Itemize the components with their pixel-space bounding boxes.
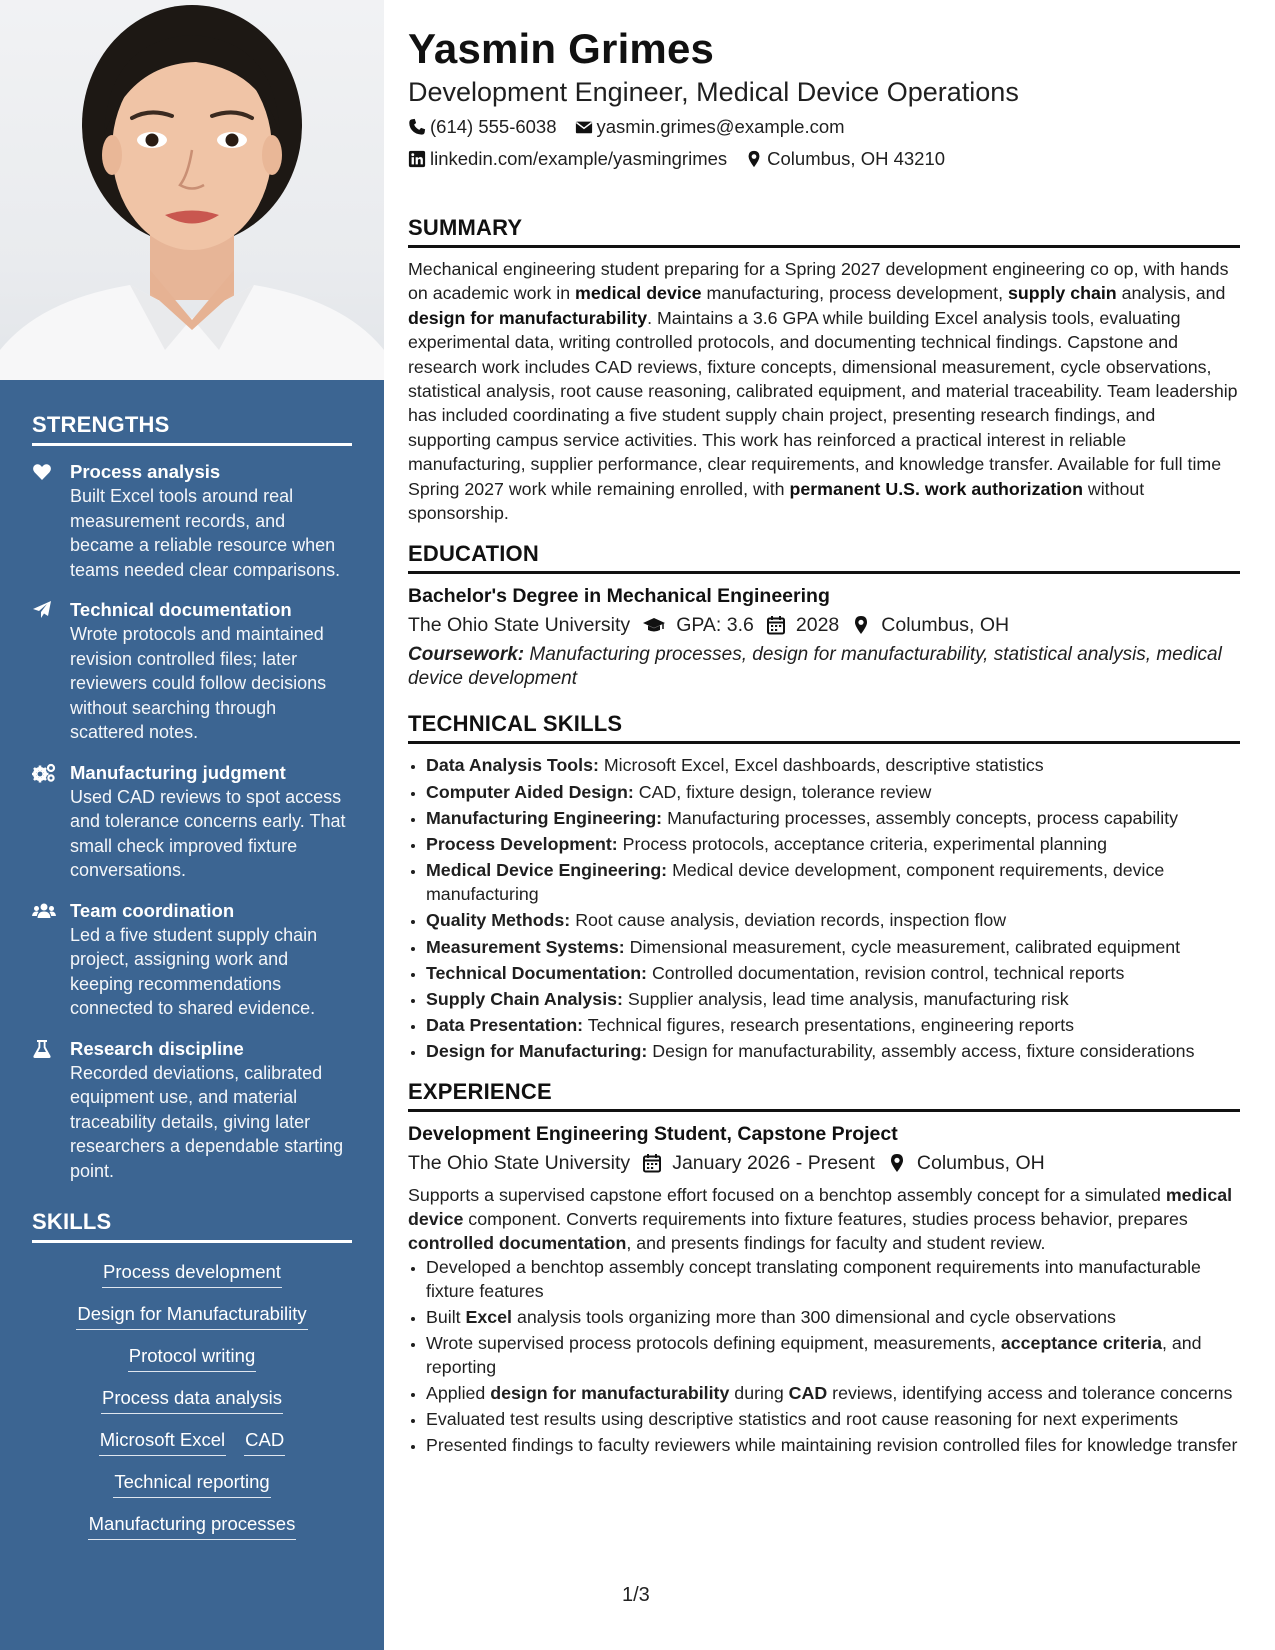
phone-number: (614) 555-6038 — [430, 116, 557, 137]
skill-tag: Technical reporting — [113, 1469, 270, 1498]
bullet-text: during — [729, 1383, 789, 1404]
summary-heading: SUMMARY — [408, 215, 1240, 248]
skills-heading: SKILLS — [32, 1209, 352, 1243]
gears-icon — [32, 761, 70, 883]
strength-title: Manufacturing judgment — [70, 761, 286, 783]
strength-desc: Recorded deviations, calibrated equipment use, and material traceability details, giving later researchers a dependable starting point. — [70, 1062, 344, 1181]
sidebar — [0, 0, 384, 1650]
strengths-heading: STRENGTHS — [32, 412, 352, 446]
strength-desc: Wrote protocols and maintained revision controlled files; later reviewers could follow decisions without searching through scattered notes. — [70, 624, 327, 742]
contact-row — [408, 147, 1240, 171]
bullet-emphasis: CAD — [788, 1383, 828, 1404]
bullet-emphasis: design for manufacturability — [490, 1383, 730, 1404]
contact-row — [408, 115, 1240, 139]
strength-desc: Used CAD reviews to spot access and tolerance concerns early. That small check improved fixture conversations. — [70, 786, 346, 880]
skills-list — [32, 1257, 352, 1540]
skill-label: Manufacturing Engineering: — [426, 807, 663, 828]
bullet-text: reviews, identifying access and tolerance concerns — [827, 1383, 1233, 1404]
summary-emphasis: medical device — [575, 283, 702, 304]
desc-part: , and presents findings for faculty and student review. — [626, 1233, 1046, 1254]
strength-title: Process analysis — [70, 461, 221, 482]
list-item — [426, 806, 1240, 830]
summary-part: . Maintains a 3.6 GPA while building Excel analysis tools, evaluating experimental data, writing controlled protocols, and documenting technical findings. Capstone and research work includes CAD reviews, fixture concepts, dimensional measurement, cycle observations, statistical analysis, root cause reasoning, calibrated equipment, and material traceability. Team leadership has included coordinating a five student supply chain project, presenting research findings, and supporting campus service activities. This work has reinforced a practical interest in reliable manufacturing, supplier performance, clear requirements, and knowledge transfer. Available for full time Spring 2027 work while remaining enrolled, with — [408, 307, 1238, 499]
candidate-role: Development Engineer, Medical Device Operations — [408, 77, 1019, 107]
skill-value: Process protocols, acceptance criteria, experimental planning — [622, 834, 1107, 855]
bullet-text: analysis tools organizing more than 300 dimensional and cycle observations — [512, 1307, 1116, 1328]
summary-emphasis: permanent U.S. work authorization — [789, 478, 1083, 499]
map-pin-icon — [745, 150, 763, 168]
employer-name: The Ohio State University — [408, 1152, 631, 1175]
bullet-emphasis: acceptance criteria — [1000, 1333, 1163, 1354]
skill-value: Medical device development, component requirements, device manufacturing — [426, 860, 1165, 905]
summary-part: analysis, and — [1116, 283, 1226, 304]
graduation-cap-icon — [642, 615, 666, 635]
location-text: Columbus, OH 43210 — [767, 148, 946, 169]
heart-icon — [32, 460, 70, 582]
list-item — [426, 1433, 1240, 1457]
skill-label: Data Analysis Tools: — [426, 755, 599, 776]
map-pin-icon — [851, 615, 871, 635]
list-item — [426, 832, 1240, 856]
calendar-icon — [642, 1153, 662, 1173]
employment-dates: January 2026 - Present — [672, 1152, 875, 1175]
skill-label: Technical Documentation: — [426, 962, 647, 983]
skill-value: Dimensional measurement, cycle measurement, calibrated equipment — [629, 936, 1181, 957]
summary-part: without sponsorship. — [408, 478, 1145, 524]
strength-item — [32, 761, 352, 883]
phone-contact — [408, 115, 557, 139]
strength-desc: Led a five student supply chain project, assigning work and keeping recommendations connected to shared evidence. — [70, 924, 318, 1018]
portrait-illustration — [0, 0, 384, 380]
experience-heading: EXPERIENCE — [408, 1079, 1240, 1112]
experience-meta — [408, 1149, 1240, 1177]
skill-value: Microsoft Excel, Excel dashboards, descriptive statistics — [603, 755, 1044, 776]
desc-emphasis: medical device — [408, 1185, 1233, 1230]
linkedin-url[interactable]: linkedin.com/example/yasmingrimes — [430, 148, 728, 169]
map-pin-icon — [887, 1153, 907, 1173]
graduation-year: 2028 — [795, 614, 840, 637]
calendar-icon — [766, 615, 786, 635]
strength-item — [32, 598, 352, 745]
skill-label: Computer Aided Design: — [426, 781, 634, 802]
skill-value: CAD, fixture design, tolerance review — [638, 781, 932, 802]
skill-value: Root cause analysis, deviation records, inspection flow — [575, 910, 1007, 931]
list-item — [426, 935, 1240, 959]
coursework-label: Coursework: — [408, 644, 525, 666]
list-item — [426, 1331, 1240, 1379]
skill-value: Technical figures, research presentations, engineering reports — [587, 1015, 1075, 1036]
job-description — [408, 1183, 1240, 1255]
list-item — [426, 780, 1240, 804]
technical-skills-heading: TECHNICAL SKILLS — [408, 711, 1240, 744]
skill-label: Measurement Systems: — [426, 936, 625, 957]
bullet-text: Developed a benchtop assembly concept translating component requirements into manufacturable fixture features — [426, 1257, 1201, 1302]
desc-part: component. Converts requirements into fixture features, studies process behavior, prepares — [463, 1209, 1188, 1230]
list-item — [426, 1255, 1240, 1303]
summary-text — [408, 257, 1240, 525]
skill-value: Supplier analysis, lead time analysis, manufacturing risk — [627, 988, 1069, 1009]
school-name: The Ohio State University — [408, 614, 631, 637]
page-number: 1/3 — [622, 1584, 650, 1606]
main-content — [408, 24, 1240, 1459]
job-location: Columbus, OH — [916, 1152, 1045, 1175]
skill-tag: Protocol writing — [128, 1343, 256, 1372]
bullet-text: Evaluated test results using descriptive statistics and root cause reasoning for next experiments — [426, 1409, 1179, 1430]
bullet-emphasis: Excel — [465, 1307, 512, 1328]
degree-title: Bachelor's Degree in Mechanical Engineering — [408, 585, 830, 608]
bullet-text: , and reporting — [426, 1333, 1202, 1378]
flask-icon — [32, 1037, 70, 1184]
email-contact[interactable] — [575, 115, 845, 139]
education-meta — [408, 611, 1240, 639]
list-item — [426, 908, 1240, 932]
paper-plane-icon — [32, 598, 70, 745]
technical-skills-list — [408, 753, 1240, 1063]
coursework-list: Manufacturing processes, design for manufacturability, statistical analysis, medical device development — [408, 644, 1222, 690]
list-item — [426, 753, 1240, 777]
summary-part: manufacturing, process development, — [701, 283, 1008, 304]
list-item — [426, 987, 1240, 1011]
strength-item — [32, 460, 352, 582]
users-icon — [32, 899, 70, 1021]
summary-emphasis: supply chain — [1007, 283, 1117, 304]
skill-tag: Manufacturing processes — [88, 1511, 297, 1540]
skill-label: Quality Methods: — [426, 910, 571, 931]
gpa: GPA: 3.6 — [676, 614, 754, 637]
skill-tag: CAD — [244, 1427, 285, 1456]
list-item — [426, 1407, 1240, 1431]
job-title: Development Engineering Student, Capstone Project — [408, 1123, 898, 1146]
desc-emphasis: controlled documentation — [408, 1233, 627, 1254]
linkedin-icon — [408, 150, 426, 168]
location-contact — [745, 147, 945, 171]
strength-title: Research discipline — [70, 1037, 244, 1059]
education-heading: EDUCATION — [408, 541, 1240, 574]
skill-label: Design for Manufacturing: — [426, 1041, 648, 1062]
summary-part: Mechanical engineering student preparing for a Spring 2027 development engineering co op, with hands on academic work in — [408, 259, 1229, 304]
phone-icon — [408, 118, 426, 136]
skill-tag: Microsoft Excel — [99, 1427, 226, 1456]
desc-part: Supports a supervised capstone effort focused on a benchtop assembly concept for a simulated — [408, 1185, 1166, 1206]
candidate-name: Yasmin Grimes — [408, 25, 715, 72]
list-item — [426, 1013, 1240, 1037]
skill-label: Medical Device Engineering: — [426, 860, 668, 881]
list-item — [426, 1381, 1240, 1405]
email-address[interactable]: yasmin.grimes@example.com — [596, 116, 845, 137]
bullet-text: Built — [426, 1307, 466, 1328]
skill-value: Manufacturing processes, assembly concepts, process capability — [667, 807, 1179, 828]
skill-value: Controlled documentation, revision control, technical reports — [651, 962, 1125, 983]
envelope-icon — [575, 118, 593, 136]
list-item — [426, 1305, 1240, 1329]
bullet-text: Applied — [426, 1383, 491, 1404]
list-item — [426, 961, 1240, 985]
profile-photo — [0, 0, 384, 380]
skill-label: Data Presentation: — [426, 1015, 584, 1036]
strength-item — [32, 899, 352, 1021]
linkedin-contact[interactable] — [408, 147, 727, 171]
skill-tag: Process development — [102, 1259, 282, 1288]
strength-item — [32, 1037, 352, 1184]
skill-tag: Process data analysis — [101, 1385, 283, 1414]
bullet-text: Wrote supervised process protocols defining equipment, measurements, — [426, 1333, 1001, 1354]
list-item — [426, 1039, 1240, 1063]
list-item — [426, 858, 1240, 906]
education-location: Columbus, OH — [881, 614, 1010, 637]
strength-title: Team coordination — [70, 899, 235, 921]
skill-value: Design for manufacturability, assembly access, fixture considerations — [652, 1041, 1195, 1062]
summary-emphasis: design for manufacturability — [408, 307, 648, 328]
strength-title: Technical documentation — [70, 599, 292, 620]
coursework — [408, 643, 1240, 691]
bullet-text: Presented findings to faculty reviewers while maintaining revision controlled files for knowledge transfer — [426, 1435, 1238, 1456]
skill-tag: Design for Manufacturability — [76, 1301, 307, 1330]
skill-label: Supply Chain Analysis: — [426, 988, 623, 1009]
experience-bullets — [408, 1255, 1240, 1457]
skill-label: Process Development: — [426, 834, 618, 855]
strength-desc: Built Excel tools around real measurement records, and became a reliable resource when teams needed clear comparisons. — [70, 486, 341, 580]
